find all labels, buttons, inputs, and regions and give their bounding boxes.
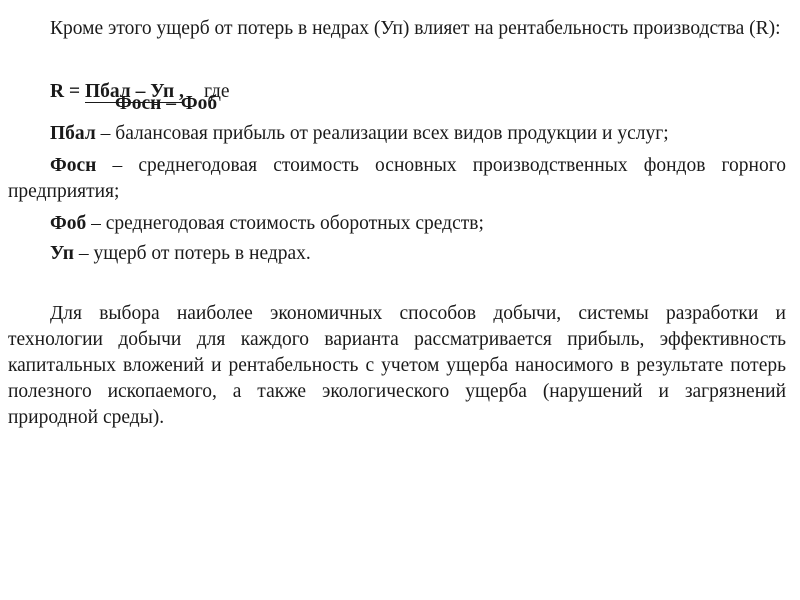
definition-fob (8, 211, 786, 237)
conclusion-paragraph: Для выбора наиболее экономичных способов добычи, системы разработки и технологии добычи для каждого варианта рассматривается прибыль, эффективность капитальных вложений и рентабельность с учетом ущерба наносимого в результате потерь полезного ископаемого, а также экологического ущерба (нарушений и загрязнений природной среды). (8, 303, 786, 428)
definition-text: – балансовая прибыль от реализации всех видов продукции и услуг; (95, 123, 669, 144)
formula-where-label: где (203, 81, 230, 102)
definition-text: – среднегодовая стоимость оборотных средств; (86, 213, 484, 234)
profitability-formula (50, 79, 230, 114)
intro-paragraph: Кроме этого ущерб от потерь в недрах (Уп) влияет на рентабельность производства (R): (50, 18, 781, 39)
definition-up (8, 241, 786, 267)
formula-numerator: Пбал – Уп , (84, 81, 184, 102)
formula-denominator: Фосн – Фоб (114, 93, 218, 114)
formula-lhs: R = (50, 81, 85, 102)
definition-term: Фоб (50, 213, 87, 234)
definition-pbal (8, 121, 786, 147)
definition-term: Фосн (50, 155, 97, 176)
definition-text: – ущерб от потерь в недрах. (73, 243, 311, 264)
definition-term: Уп (50, 243, 74, 264)
definition-text: – среднегодовая стоимость основных производственных фондов горного предприятия; (8, 155, 786, 202)
definition-term: Пбал (50, 123, 96, 144)
definition-fosn (8, 153, 786, 205)
